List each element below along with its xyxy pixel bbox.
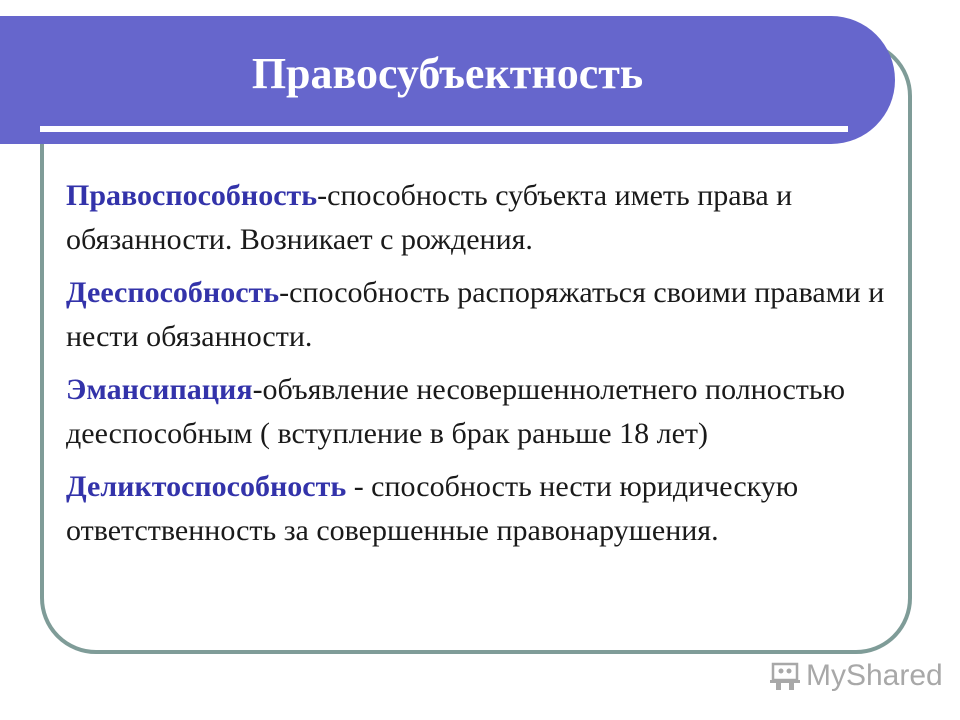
term-emansipatsiya: Эмансипация <box>66 373 253 406</box>
paragraph-emansipatsiya <box>66 368 914 456</box>
paragraph-pravosposobnost <box>66 174 914 262</box>
title-underline <box>40 126 848 132</box>
term-deesposobnost: Дееспособность <box>66 276 280 309</box>
paragraph-deesposobnost <box>66 271 914 359</box>
definition-deliktosposobnost: - способность нести юридическую ответственность за совершенные правонарушения. <box>66 470 799 547</box>
paragraph-deliktosposobnost <box>66 465 914 553</box>
classroom-board-icon <box>768 661 802 691</box>
slide-title: Правосубъектность <box>251 49 644 98</box>
definition-pravosposobnost: -способность субъекта иметь права и обязанности. Возникает с рождения. <box>66 179 793 256</box>
definition-deesposobnost: -способность распоряжаться своими правами и нести обязанности. <box>66 276 885 353</box>
watermark-logo <box>768 656 943 696</box>
term-deliktosposobnost: Деликтоспособность <box>66 470 347 503</box>
definition-emansipatsiya: -объявление несовершеннолетнего полностью дееспособным ( вступление в брак раньше 18 лет) <box>66 373 846 450</box>
watermark-text: MyShared <box>806 659 943 692</box>
slide-body <box>66 174 914 562</box>
term-pravosposobnost: Правоспособность <box>66 179 318 212</box>
